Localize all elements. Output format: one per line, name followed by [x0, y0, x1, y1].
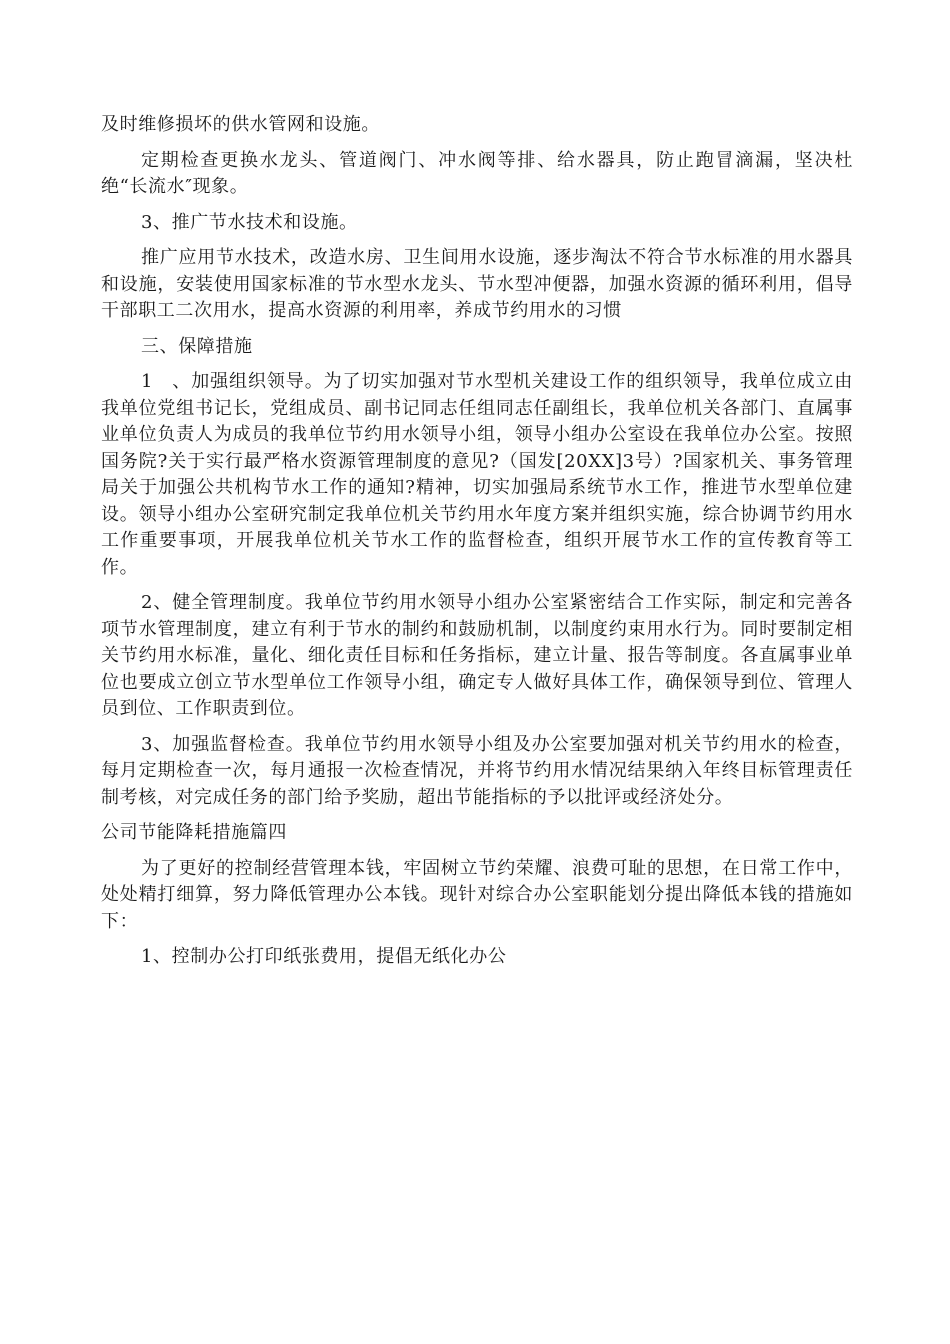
- section-heading-safeguards: 三、保障措施: [141, 335, 253, 357]
- paragraph-leadership: 1 、加强组织领导。为了切实加强对节水型机关建设工作的组织领导，我单位成立由我单位党组书记长，党组成员、副书记同志任组同志任副组长，我单位机关各部门、直属事业单位负责人为成员的我单位节约用水领导小组，领导小组办公室设在我单位办公室。按照国务院?关于实行最严格水资源管理制度的意见?（国发[20XX]3号）?国家机关、事务管理局关于加强公共机构节水工作的通知?精神，切实加强局系统节水工作，推进节水型单位建设。领导小组办公室研究制定我单位机关节约用水年度方案并组织实施，综合协调节约用水工作重要事项，开展我单位机关节水工作的监督检查，组织开展节水工作的宣传教育等工作。: [101, 371, 853, 578]
- document-page: [101, 112, 853, 980]
- paragraph-inspect-fixtures: 定期检查更换水龙头、管道阀门、冲水阀等排、给水器具，防止跑冒滴漏，坚决杜绝“长流水″现象。: [101, 149, 853, 197]
- paragraph-supervision: 3、加强监督检查。我单位节约用水领导小组及办公室要加强对机关节约用水的检查，每月定期检查一次，每月通报一次检查情况，并将节约用水情况结果纳入年终目标管理责任制考核，对完成任务的部门给予奖励，超出节能指标的予以批评或经济处分。: [101, 733, 853, 808]
- paragraph-promote-tech: 推广应用节水技术，改造水房、卫生间用水设施，逐步淘汰不符合节水标准的用水器具和设施，安装使用国家标准的节水型水龙头、节水型冲便器，加强水资源的循环利用，倡导干部职工二次用水，提高水资源的利用率，养成节约用水的习惯: [101, 247, 853, 321]
- paragraph-management-system: 2、健全管理制度。我单位节约用水领导小组办公室紧密结合工作实际，制定和完善各项节水管理制度，建立有利于节水的制约和鼓励机制，以制度约束用水行为。同时要制定相关节约用水标准，量化、细化责任目标和任务指标，建立计量、报告等制度。各直属事业单位也要成立创立节水型单位工作领导小组，确定专人做好具体工作，确保领导到位、管理人员到位、工作职责到位。: [101, 592, 853, 719]
- paragraph-cost-control-intro: 为了更好的控制经营管理本钱，牢固树立节约荣耀、浪费可耻的思想，在日常工作中，处处精打细算，努力降低管理办公本钱。现针对综合办公室职能划分提出降低本钱的措施如下：: [101, 857, 853, 932]
- article-heading-part-four: 公司节能降耗措施篇四: [101, 822, 287, 843]
- paragraph-paperless-office: 1、控制办公打印纸张费用，提倡无纸化办公: [141, 946, 507, 967]
- section-heading-promote-tech: 3、推广节水技术和设施。: [141, 211, 358, 233]
- paragraph-repair-network: 及时维修损坏的供水管网和设施。: [101, 114, 380, 135]
